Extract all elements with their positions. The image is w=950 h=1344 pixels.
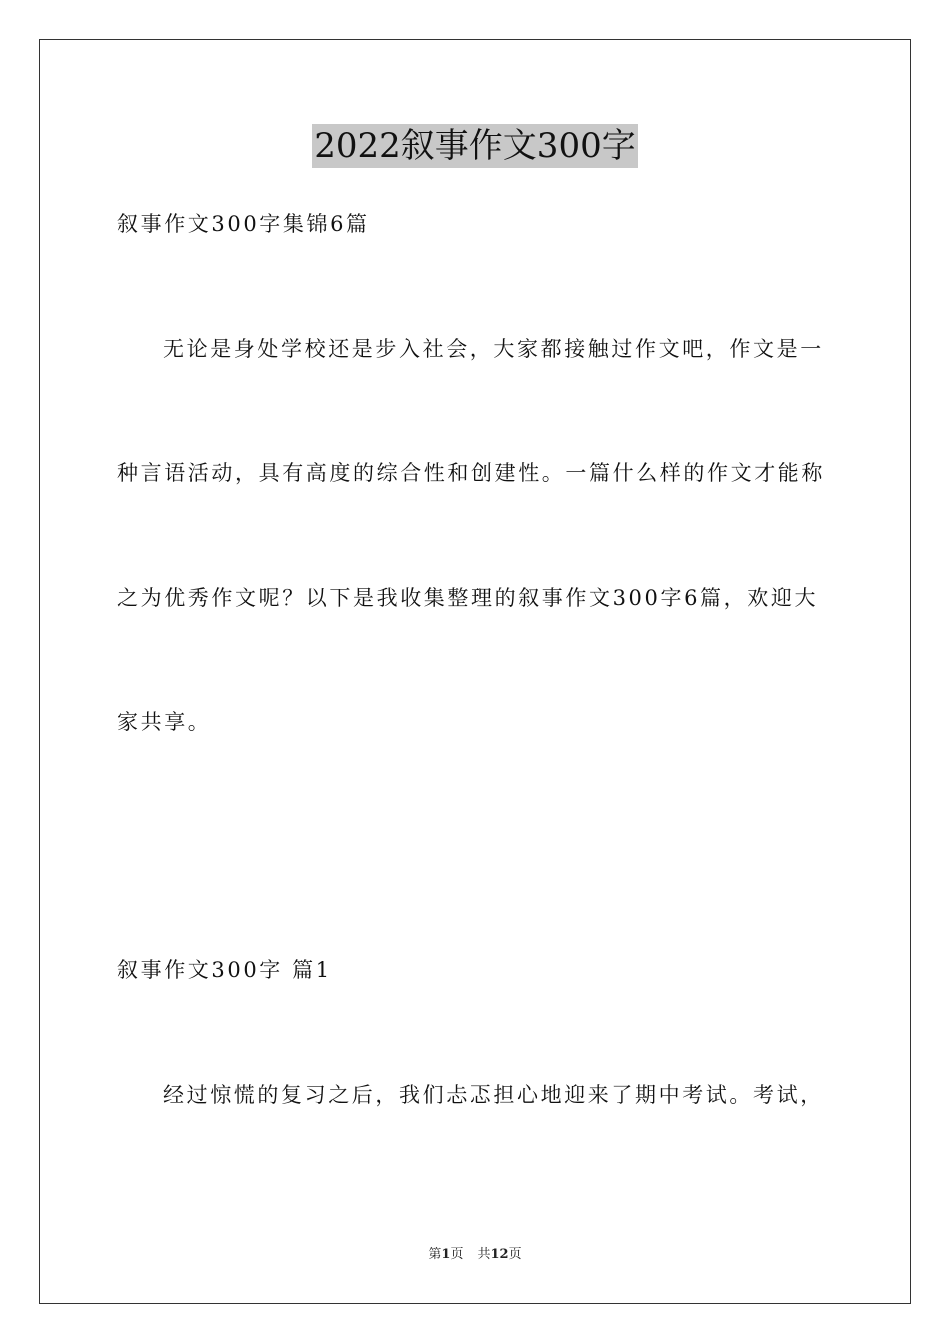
intro-line-2: 种言语活动，具有高度的综合性和创建性。一篇什么样的作文才能称 <box>117 461 825 485</box>
intro-line-3: 之为优秀作文呢？以下是我收集整理的叙事作文300字6篇，欢迎大 <box>117 586 819 610</box>
page-footer <box>0 1246 950 1264</box>
section-heading: 叙事作文300字 篇1 <box>117 958 332 982</box>
section-line-1: 经过惊慌的复习之后，我们忐忑担心地迎来了期中考试。考试， <box>163 1083 824 1107</box>
footer-total-suffix: 页 <box>508 1247 522 1262</box>
footer-page-current: 1 <box>441 1247 451 1262</box>
footer-page-prefix: 第 <box>428 1247 442 1262</box>
footer-page-total: 12 <box>490 1247 509 1262</box>
footer-page-suffix: 页 <box>450 1247 464 1262</box>
intro-line-4: 家共享。 <box>117 710 212 734</box>
document-title: 2022叙事作文300字 <box>314 126 636 166</box>
footer-total-prefix: 共 <box>477 1247 491 1262</box>
title-container <box>0 124 950 168</box>
document-subtitle: 叙事作文300字集锦6篇 <box>117 212 370 236</box>
intro-line-1: 无论是身处学校还是步入社会，大家都接触过作文吧，作文是一 <box>163 337 824 361</box>
